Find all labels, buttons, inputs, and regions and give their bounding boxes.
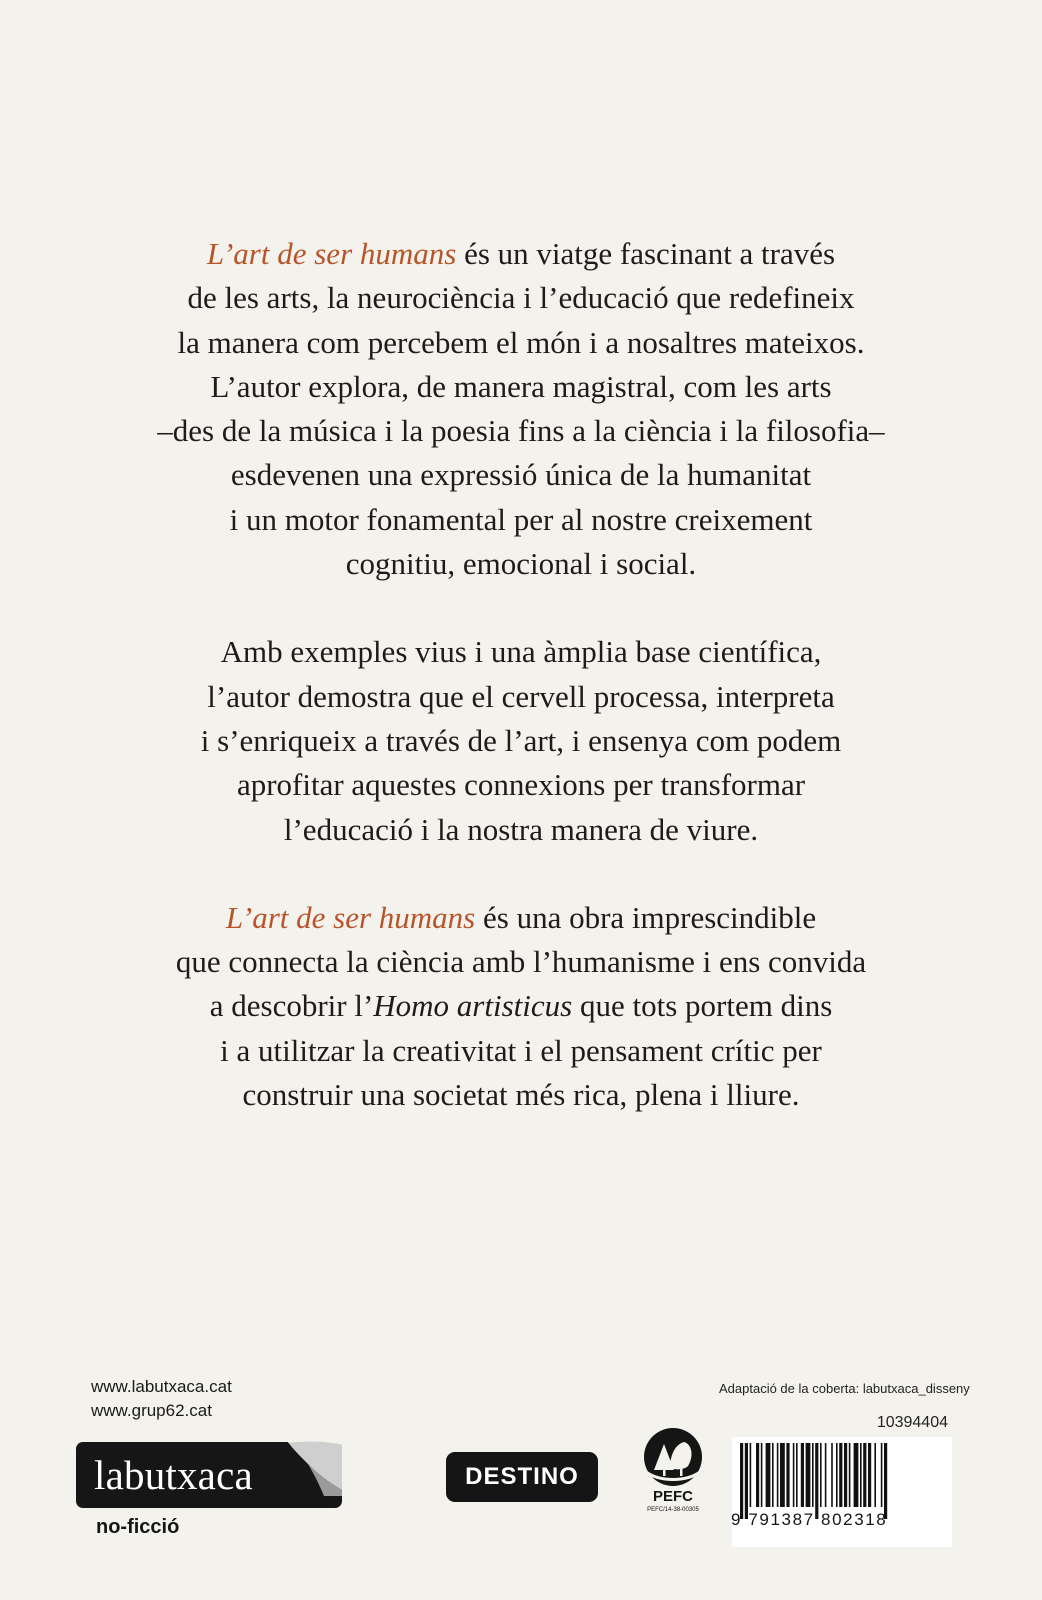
blurb-paragraph-2 (70, 630, 972, 851)
website-labutxaca: www.labutxaca.cat (91, 1377, 232, 1396)
barcode-bars (732, 1437, 952, 1521)
barcode (732, 1437, 952, 1547)
product-code: 10394404 (876, 1414, 948, 1431)
blurb-line: aprofitar aquestes connexions per transformar (236, 767, 806, 803)
page-curl-icon (284, 1430, 344, 1496)
blurb-line: l’educació i la nostra manera de viure. (283, 811, 759, 847)
blurb-line: –des de la música i la poesia fins a la ciència i la filosofia– (157, 413, 885, 449)
book-title-italic: L’art de ser humans (206, 236, 457, 271)
blurb-line: i a utilitzar la creativitat i el pensament crític per (220, 1032, 822, 1068)
homo-artisticus-italic: Homo artisticus (373, 988, 573, 1024)
destino-logo: DESTINO (446, 1452, 598, 1502)
blurb-line: construir una societat més rica, plena i lliure. (242, 1077, 800, 1113)
blurb-line: a descobrir l’Homo artisticus que tots portem dins (209, 988, 833, 1024)
pefc-tree-icon (640, 1426, 706, 1488)
isbn-number: 9 791387 802318 (731, 1510, 888, 1529)
blurb-line: Amb exemples vius i una àmplia base científica, (220, 634, 822, 670)
labutxaca-logo (76, 1442, 342, 1508)
blurb-line: L’art de ser humans és una obra imprescindible (225, 899, 817, 935)
blurb-line: i s’enriqueix a través de l’art, i ensenya com podem (200, 722, 842, 758)
blurb-line: L’art de ser humans és un viatge fascinant a través (206, 236, 836, 271)
blurb-line: esdevenen una expressió única de la humanitat (230, 457, 812, 493)
blurb-line: i un motor fonamental per al nostre creixement (229, 501, 813, 537)
website-grup62: www.grup62.cat (91, 1401, 212, 1420)
blurb-line: L’autor explora, de manera magistral, com les arts (210, 368, 832, 404)
labutxaca-wordmark: labutxaca (94, 1452, 253, 1498)
book-title-italic: L’art de ser humans (225, 899, 476, 935)
blurb-paragraph-3 (70, 896, 972, 1117)
blurb-line: l’autor demostra que el cervell processa, interpreta (207, 678, 835, 714)
blurb-line: cognitiu, emocional i social. (345, 546, 697, 582)
pefc-certification (634, 1426, 712, 1518)
blurb-line: de les arts, la neurociència i l’educació que redefineix (187, 280, 855, 316)
pefc-label: PEFC (652, 1488, 693, 1505)
blurb-line: que connecta la ciència amb l’humanisme i ens convida (175, 944, 867, 980)
blurb-line: la manera com percebem el món i a nosaltres mateixos. (177, 324, 865, 360)
pefc-code: PEFC/14-38-00305 (647, 1507, 699, 1513)
collection-label: no-ficció (96, 1516, 180, 1538)
blurb-paragraph-1 (70, 232, 972, 586)
cover-credit: Adaptació de la coberta: labutxaca_disseny (719, 1381, 970, 1396)
website-links (91, 1375, 232, 1423)
back-cover-blurb (70, 232, 972, 1161)
